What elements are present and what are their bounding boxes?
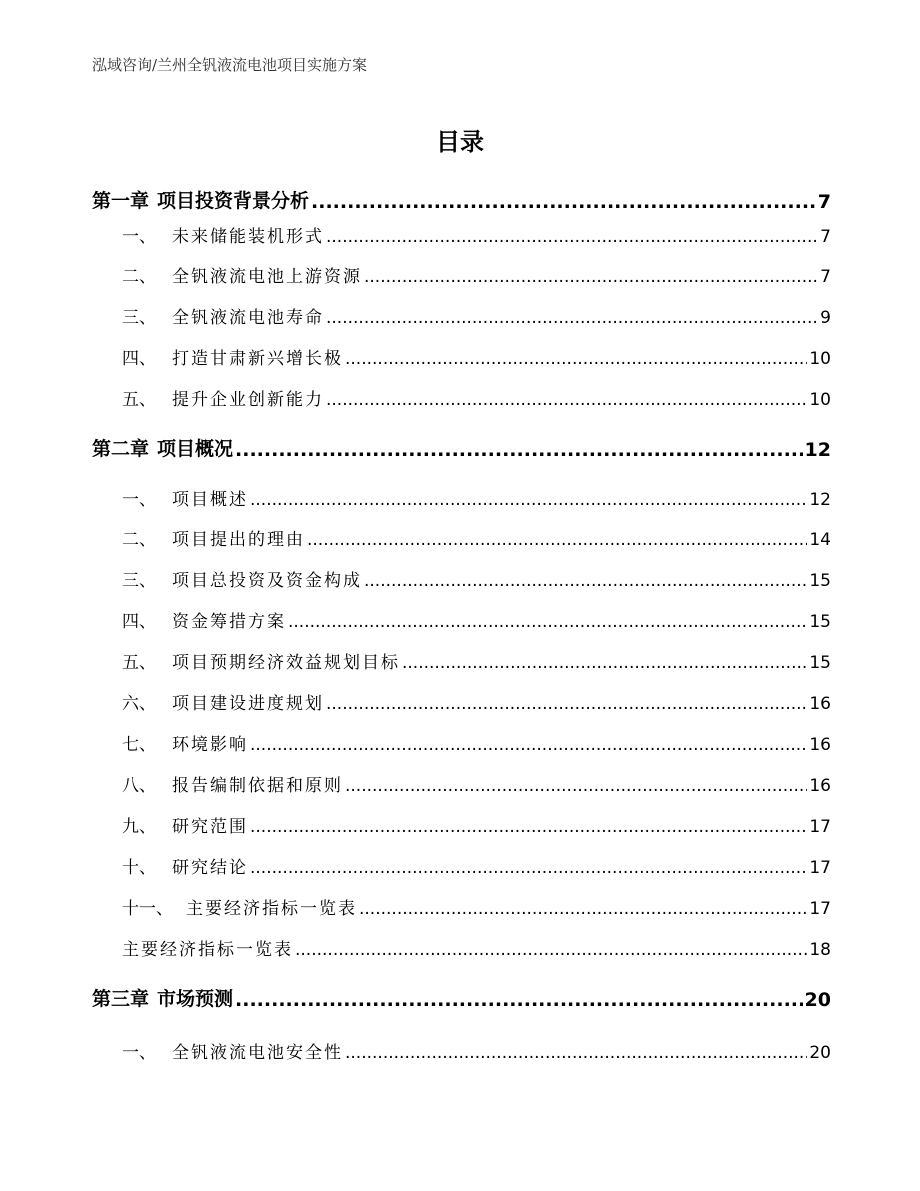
dot-leader	[307, 530, 807, 550]
section-title: 项目提出的理由	[172, 530, 305, 550]
dot-leader	[326, 390, 807, 410]
section-number: 十、	[122, 858, 156, 878]
page-number: 7	[820, 267, 831, 287]
toc-section-entry[interactable]	[92, 262, 831, 287]
toc-section-entry[interactable]	[92, 303, 831, 328]
toc-entry-label	[92, 303, 324, 328]
page-number: 7	[817, 191, 831, 213]
dot-leader	[235, 989, 803, 1011]
toc-entry-label	[92, 771, 343, 796]
page-number: 14	[809, 530, 831, 550]
section-title: 主要经济指标一览表	[122, 940, 293, 960]
section-title: 项目概述	[172, 490, 248, 510]
toc-section-entry[interactable]	[92, 812, 831, 837]
section-number: 一、	[122, 227, 156, 247]
toc-entry-label	[92, 648, 400, 673]
dot-leader	[288, 612, 807, 632]
toc-entry-label	[92, 385, 324, 410]
page-number: 15	[809, 571, 831, 591]
dot-leader	[311, 191, 816, 213]
section-number: 二、	[122, 267, 156, 287]
toc-entry-label	[92, 689, 324, 714]
dot-leader	[402, 653, 807, 673]
dot-leader	[345, 776, 807, 796]
section-number: 九、	[122, 817, 156, 837]
section-title: 打造甘肃新兴增长极	[172, 349, 343, 369]
toc-entry-label	[92, 186, 309, 213]
dot-leader	[250, 735, 807, 755]
dot-leader	[326, 694, 807, 714]
dot-leader	[250, 490, 807, 510]
toc-section-entry[interactable]	[92, 344, 831, 369]
section-number: 四、	[122, 612, 156, 632]
toc-entry-label	[92, 607, 286, 632]
page-number: 16	[809, 694, 831, 714]
page-number: 12	[809, 490, 831, 510]
section-number: 一、	[122, 1043, 156, 1063]
section-title: 项目总投资及资金构成	[172, 571, 362, 591]
toc-section-entry[interactable]	[92, 1038, 831, 1063]
dot-leader	[364, 571, 807, 591]
dot-leader	[359, 899, 807, 919]
page-number: 17	[809, 858, 831, 878]
section-number: 一、	[122, 490, 156, 510]
page-number: 20	[809, 1043, 831, 1063]
page-number: 10	[809, 349, 831, 369]
page-number: 15	[809, 612, 831, 632]
toc-entry-label	[92, 1038, 343, 1063]
section-number: 五、	[122, 653, 156, 673]
section-title: 环境影响	[172, 735, 248, 755]
toc-entry-label	[92, 434, 233, 461]
toc-entry-label	[92, 525, 305, 550]
toc-chapter-entry[interactable]	[92, 434, 831, 461]
dot-leader	[326, 308, 818, 328]
toc-entry-label	[92, 344, 343, 369]
toc-section-entry[interactable]	[92, 525, 831, 550]
section-number: 七、	[122, 735, 156, 755]
page-number: 20	[804, 989, 831, 1011]
page-number: 16	[809, 776, 831, 796]
toc-entry-label	[92, 730, 248, 755]
toc-title: 目录	[436, 128, 484, 156]
section-number: 三、	[122, 308, 156, 328]
chapter-title: 项目概况	[157, 438, 234, 460]
toc-entry-label	[92, 222, 324, 247]
section-title: 未来储能装机形式	[172, 227, 324, 247]
section-number: 三、	[122, 571, 156, 591]
dot-leader	[235, 439, 803, 461]
page-header: 泓域咨询/兰州全钒液流电池项目实施方案	[92, 56, 368, 74]
toc-entry-label	[92, 853, 248, 878]
chapter-number: 第一章	[92, 190, 150, 212]
section-title: 项目预期经济效益规划目标	[172, 653, 400, 673]
section-number: 八、	[122, 776, 156, 796]
toc-section-entry[interactable]	[92, 607, 831, 632]
toc-section-entry[interactable]	[92, 385, 831, 410]
toc-section-entry[interactable]	[92, 485, 831, 510]
toc-section-entry[interactable]	[92, 730, 831, 755]
toc-chapter-entry[interactable]	[92, 984, 831, 1011]
page-number: 17	[809, 899, 831, 919]
chapter-number: 第二章	[92, 438, 150, 460]
toc-entry-label	[92, 812, 248, 837]
page-number: 12	[804, 439, 831, 461]
toc-section-entry[interactable]	[92, 935, 831, 960]
dot-leader	[250, 817, 807, 837]
toc-section-entry[interactable]	[92, 648, 831, 673]
dot-leader	[250, 858, 807, 878]
section-title: 全钒液流电池寿命	[172, 308, 324, 328]
page-number: 15	[809, 653, 831, 673]
section-title: 资金筹措方案	[172, 612, 286, 632]
toc-entry-label	[92, 485, 248, 510]
page-number: 18	[809, 940, 831, 960]
page-number: 7	[820, 227, 831, 247]
toc-section-entry[interactable]	[92, 222, 831, 247]
chapter-title: 市场预测	[157, 988, 234, 1010]
page-number: 17	[809, 817, 831, 837]
page-number: 10	[809, 390, 831, 410]
section-number: 四、	[122, 349, 156, 369]
toc-section-entry[interactable]	[92, 566, 831, 591]
toc-entry-label	[92, 984, 233, 1011]
toc-entry-label	[92, 262, 362, 287]
section-title: 项目建设进度规划	[172, 694, 324, 714]
toc-entry-label	[92, 894, 357, 919]
chapter-title: 项目投资背景分析	[157, 190, 310, 212]
toc-section-entry[interactable]	[92, 894, 831, 919]
section-title: 报告编制依据和原则	[172, 776, 343, 796]
toc-entry-label	[92, 935, 293, 960]
toc-chapter-entry[interactable]	[92, 186, 831, 213]
chapter-number: 第三章	[92, 988, 150, 1010]
dot-leader	[364, 267, 818, 287]
section-title: 主要经济指标一览表	[186, 899, 357, 919]
section-title: 研究范围	[172, 817, 248, 837]
dot-leader	[326, 227, 818, 247]
section-number: 五、	[122, 390, 156, 410]
section-number: 六、	[122, 694, 156, 714]
toc-section-entry[interactable]	[92, 689, 831, 714]
dot-leader	[345, 349, 807, 369]
section-title: 提升企业创新能力	[172, 390, 324, 410]
page-number: 9	[820, 308, 831, 328]
section-title: 研究结论	[172, 858, 248, 878]
toc-section-entry[interactable]	[92, 771, 831, 796]
section-title: 全钒液流电池安全性	[172, 1043, 343, 1063]
section-number: 十一、	[122, 899, 173, 919]
dot-leader	[295, 940, 807, 960]
section-title: 全钒液流电池上游资源	[172, 267, 362, 287]
page-number: 16	[809, 735, 831, 755]
toc-section-entry[interactable]	[92, 853, 831, 878]
dot-leader	[345, 1043, 807, 1063]
section-number: 二、	[122, 530, 156, 550]
toc-entry-label	[92, 566, 362, 591]
